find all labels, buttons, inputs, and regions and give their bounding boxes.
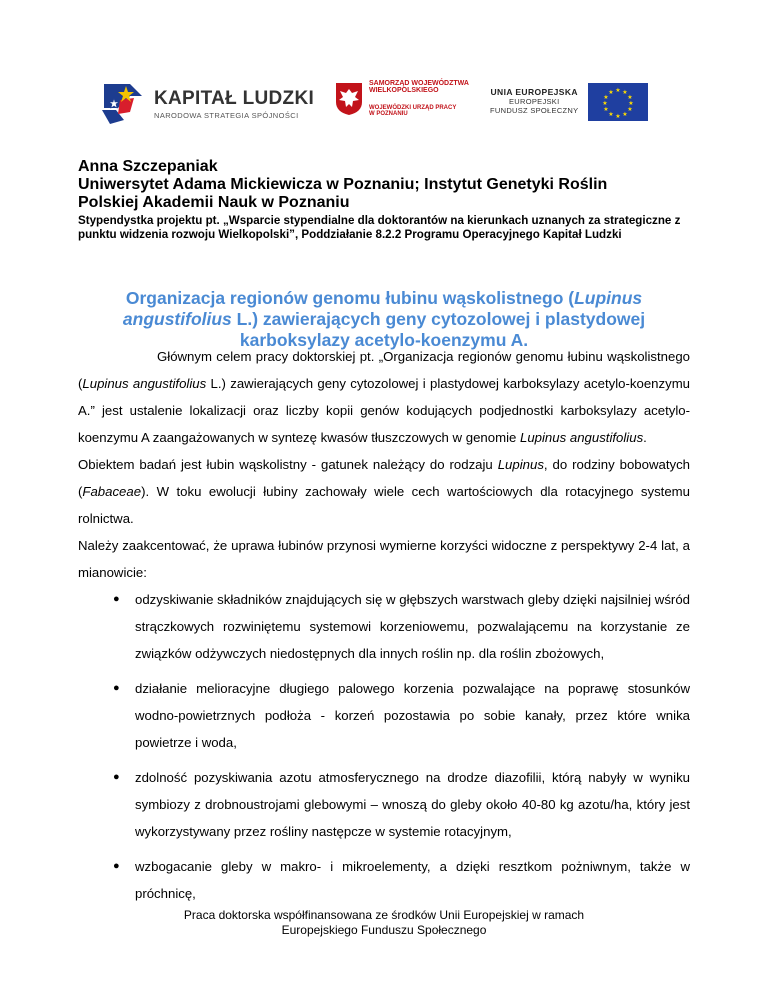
- ue-line2: EUROPEJSKI: [508, 97, 560, 107]
- p2-latin: Lupinus: [497, 457, 544, 472]
- list-item: [78, 853, 690, 907]
- body-text: [78, 343, 690, 915]
- paragraph-object: [78, 451, 690, 532]
- p1-part-a: Głównym celem pracy doktorskiej pt. „Organizacja regionów genomu łubinu wąskolistnego (: [78, 349, 690, 391]
- p1-latin2: Lupinus angustifolius: [520, 430, 644, 445]
- author-block: [78, 158, 698, 242]
- ue-line3: FUNDUSZ SPOŁECZNY: [490, 105, 579, 115]
- svg-text:★: ★: [608, 89, 615, 96]
- svg-text:★: ★: [627, 94, 634, 101]
- affiliation-line2: Polskiej Akademii Nauk w Poznaniu: [78, 194, 350, 211]
- logo-header: [0, 0, 768, 150]
- author-name: Anna Szczepaniak: [78, 158, 218, 175]
- svg-text:★: ★: [602, 100, 609, 107]
- footer-line2: Europejskiego Funduszu Społecznego: [281, 923, 487, 937]
- footer-note: [150, 908, 618, 938]
- svg-text:★: ★: [608, 111, 615, 118]
- title-latin: Lupinus angustifolius: [122, 288, 643, 329]
- bullet-icon: ●: [113, 593, 120, 605]
- samorzad-line4: W POZNANIU: [369, 110, 408, 117]
- eu-flag-icon: [588, 83, 648, 121]
- list-item: [78, 764, 690, 845]
- svg-text:★: ★: [628, 100, 635, 107]
- kapital-ludzki-emblem-icon: [100, 82, 146, 126]
- bullet-icon: ●: [113, 682, 120, 694]
- list-item-text: odzyskiwanie składników znajdujących się w głębszych warstwach gleby dzięki najsilniej wśród strączkowych rozwiniętemu systemowi korzeniowemu, pozwalającemu na korzystanie ze związków odżywczych niedostępnych dla innych roślin np. dla roślin zbożowych,: [135, 592, 690, 661]
- eagle-shield-icon: [335, 82, 363, 116]
- scholarship-note: Stypendystka projektu pt. „Wsparcie stypendialne dla doktorantów na kierunkach uznanych za strategiczne z punktu widzenia rozwoju Wielkopolski”, Poddziałanie 8.2.2 Programu Operacyjnego Kapitał Ludzki: [78, 214, 681, 241]
- list-item: [78, 675, 690, 756]
- svg-text:★: ★: [603, 94, 610, 101]
- p1-end: .: [643, 430, 647, 445]
- bullet-icon: ●: [113, 771, 120, 783]
- unia-europejska-logo: [490, 83, 648, 121]
- list-item: [78, 586, 690, 667]
- paragraph-benefits: Należy zaakcentować, że uprawa łubinów przynosi wymierne korzyści widoczne z perspektywy 2-4 lat, a mianowicie:: [78, 538, 690, 580]
- paragraph-goal: [78, 343, 690, 451]
- title-post: L.) zawierających geny cytozolowej i plastydowej karboksylazy acetylo-koenzymu A.: [231, 309, 646, 350]
- svg-text:★: ★: [615, 87, 622, 94]
- p2-latin2: Fabaceae: [82, 484, 142, 499]
- svg-text:★: ★: [622, 111, 629, 118]
- samorzad-line3: WOJEWÓDZKI URZĄD PRACY: [369, 104, 457, 111]
- list-item-text: zdolność pozyskiwania azotu atmosferycznego na drodze diazofilii, którą nabyły w wyniku symbiozy z drobnoustrojami glebowymi – wnoszą do gleby około 40-80 kg azotu/ha, który jest wykorzystywany przez rośliny następcze w systemie rotacyjnym,: [135, 770, 690, 839]
- samorzad-line1: SAMORZĄD WOJEWÓDZTWA: [369, 80, 469, 87]
- document-title: [100, 288, 668, 351]
- svg-text:★: ★: [622, 89, 629, 96]
- list-item-text: działanie melioracyjne długiego palowego korzenia pozwalające na poprawę stosunków wodno-powietrznych podłoża - korzeń pozostawia po sobie kanały, przez które wnika powietrze i woda,: [135, 681, 690, 750]
- p2-part-a: Obiektem badań jest łubin wąskolistny - gatunek należący do rodzaju: [78, 457, 498, 472]
- svg-text:★: ★: [603, 106, 610, 113]
- samorzad-line2: WIELKOPOLSKIEGO: [369, 87, 439, 95]
- bullet-icon: ●: [113, 860, 120, 872]
- kapital-ludzki-subtitle: NARODOWA STRATEGIA SPÓJNOŚCI: [154, 110, 299, 120]
- footer-line1: Praca doktorska współfinansowana ze środków Unii Europejskiej w ramach: [183, 908, 585, 922]
- samorzad-logo: [335, 80, 469, 117]
- ue-line1: UNIA EUROPEJSKA: [490, 87, 578, 98]
- p2-part-c: ). W toku ewolucji łubiny zachowały wiele cech wartościowych dla rotacyjnego systemu rolnictwa.: [78, 484, 690, 526]
- affiliation-line1: Uniwersytet Adama Mickiewicza w Poznaniu; Instytut Genetyki Roślin: [78, 176, 608, 193]
- svg-text:★: ★: [627, 106, 634, 113]
- svg-text:★: ★: [615, 113, 622, 120]
- title-pre: Organizacja regionów genomu łubinu wąskolistnego (: [125, 288, 575, 308]
- list-item-text: wzbogacanie gleby w makro- i mikroelementy, a dzięki resztkom pożniwnym, także w próchnicę,: [135, 859, 690, 901]
- kapital-ludzki-logo: [100, 82, 314, 126]
- p1-part-b: L.) zawierających geny cytozolowej i plastydowej karboksylazy acetylo-koenzymu A.” jest ustalenie lokalizacji oraz liczby kopii genów kodujących podjednostki karboksylazy acetylo-koenzymu A zaangażowanych w syntezę kwasów tłuszczowych w genomie: [78, 376, 691, 445]
- benefits-list: [78, 586, 690, 907]
- kapital-ludzki-title: KAPITAŁ LUDZKI: [154, 87, 315, 109]
- p1-latin: Lupinus angustifolius: [82, 376, 207, 391]
- p2-part-b: , do rodziny bobowatych (: [78, 457, 691, 499]
